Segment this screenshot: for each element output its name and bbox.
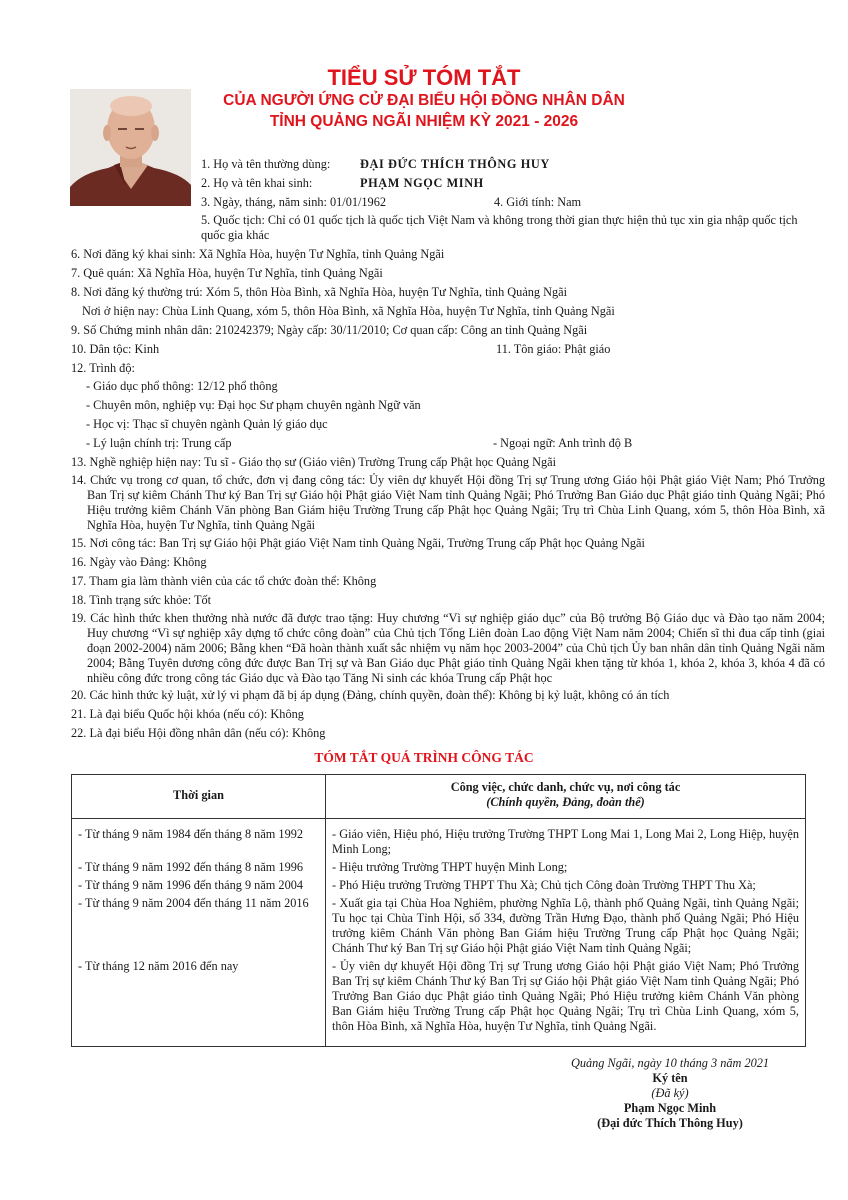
- title-line-1: TIỂU SỬ TÓM TẮT: [327, 65, 521, 90]
- signature-label: Ký tên: [652, 1071, 688, 1085]
- gender: 4. Giới tính: Nam: [494, 195, 582, 209]
- signature-signed-note: (Đã ký): [651, 1086, 689, 1100]
- nationality: 5. Quốc tịch: Chỉ có 01 quốc tịch là quốc tịch Việt Nam và không trong thời gian thực hiện thủ tục xin gia nhập quốc tịch quốc gia khác: [201, 213, 798, 242]
- current-positions: 14. Chức vụ trong cơ quan, tổ chức, đơn vị đang công tác: Ủy viên dự khuyết Hội đồng Trị sự Trung ương Giáo hội Phật giáo Việt Nam; Phó Trưởng Ban Trị sự kiêm Chánh Thư ký Ban Trị sự Giáo hội Phật giáo Việt Nam tỉnh Quảng Ngãi; Phó Trưởng Ban Giáo dục Phật giáo tỉnh Quảng Ngãi; Phó Hiệu trưởng kiêm Chánh Văn phòng Ban Giám hiệu Trường Trung cấp Phật học Quảng Ngãi; Trụ trì Chùa Linh Quang, xóm 5, thôn Hòa Bình, xã Nghĩa Hòa, huyện Tư Nghĩa, tỉnh Quảng Ngãi: [71, 473, 825, 532]
- row-time: - Từ tháng 12 năm 2016 đến nay: [72, 959, 326, 1047]
- column-header-work-sublabel: (Chính quyền, Đảng, đoàn thể): [486, 795, 645, 809]
- table-row: [72, 878, 806, 896]
- education-language: - Ngoại ngữ: Anh trình độ B: [493, 436, 633, 450]
- portrait-photo: [70, 89, 191, 206]
- name-common-label: 1. Họ và tên thường dùng:: [201, 157, 331, 171]
- ethnicity: 10. Dân tộc: Kinh: [71, 342, 160, 356]
- party-membership: 16. Ngày vào Đảng: Không: [71, 555, 207, 569]
- table-row: [72, 896, 806, 959]
- education-politics: - Lý luận chính trị: Trung cấp: [86, 436, 232, 450]
- religion: 11. Tôn giáo: Phật giáo: [496, 342, 611, 356]
- workplace: 15. Nơi công tác: Ban Trị sự Giáo hội Phật giáo Việt Nam tỉnh Quảng Ngãi, Trường Trung cấp Phật học Quảng Ngãi: [71, 536, 645, 550]
- peoples-council-delegate: 22. Là đại biểu Hội đồng nhân dân (nếu có): Không: [71, 726, 326, 740]
- row-work: - Xuất gia tại Chùa Hoa Nghiêm, phường Nghĩa Lộ, thành phố Quảng Ngãi, tỉnh Quảng Ngãi; Tu học tại Chùa Tỉnh Hội, số 334, đường Trần Hưng Đạo, thành phố Quảng Ngãi; Phó Hiệu trưởng kiêm Chánh Văn phòng Ban Giám hiệu Trường Trung cấp Phật học Quảng Ngãi; Chánh Thư ký Ban Trị sự Giáo hội Phật giáo Việt Nam tỉnh Quảng Ngãi;: [326, 896, 806, 959]
- signature-alias: (Đại đức Thích Thông Huy): [597, 1116, 743, 1130]
- birth-registration: 6. Nơi đăng ký khai sinh: Xã Nghĩa Hòa, huyện Tư Nghĩa, tỉnh Quảng Ngãi: [71, 247, 445, 261]
- education-general: - Giáo dục phổ thông: 12/12 phổ thông: [86, 379, 278, 393]
- row-work: - Hiệu trưởng Trường THPT huyện Minh Long;: [326, 860, 806, 878]
- signature-place-date: Quảng Ngãi, ngày 10 tháng 3 năm 2021: [570, 1056, 770, 1070]
- name-birth-value: PHẠM NGỌC MINH: [360, 176, 484, 190]
- organizations: 17. Tham gia làm thành viên của các tổ chức đoàn thể: Không: [71, 574, 377, 588]
- education-title: 12. Trình độ:: [71, 361, 135, 375]
- name-common-value: ĐẠI ĐỨC THÍCH THÔNG HUY: [360, 157, 550, 171]
- row-time: - Từ tháng 9 năm 1984 đến tháng 8 năm 1992: [72, 819, 326, 861]
- hometown: 7. Quê quán: Xã Nghĩa Hòa, huyện Tư Nghĩa, tỉnh Quảng Ngãi: [71, 266, 383, 280]
- title-line-3: TỈNH QUẢNG NGÃI NHIỆM KỲ 2021 - 2026: [269, 113, 579, 130]
- education-specialty: - Chuyên môn, nghiệp vụ: Đại học Sư phạm chuyên ngành Ngữ văn: [86, 398, 421, 412]
- row-time: - Từ tháng 9 năm 1992 đến tháng 8 năm 1996: [72, 860, 326, 878]
- health-status: 18. Tình trạng sức khỏe: Tốt: [71, 593, 212, 607]
- row-time: - Từ tháng 9 năm 1996 đến tháng 9 năm 2004: [72, 878, 326, 896]
- id-card: 9. Số Chứng minh nhân dân: 210242379; Ngày cấp: 30/11/2010; Cơ quan cấp: Công an tỉnh Quảng Ngãi: [71, 323, 588, 337]
- education-degree: - Học vị: Thạc sĩ chuyên ngành Quản lý giáo dục: [86, 417, 328, 431]
- title-line-2: CỦA NGƯỜI ỨNG CỬ ĐẠI BIỂU HỘI ĐỒNG NHÂN DÂN: [223, 92, 625, 109]
- table-row: [72, 959, 806, 1047]
- column-header-time-label: Thời gian: [173, 787, 224, 802]
- row-work: - Phó Hiệu trưởng Trường THPT Thu Xà; Chủ tịch Công đoàn Trường THPT Thu Xà;: [326, 878, 806, 896]
- table-header-row: [72, 775, 806, 819]
- occupation: 13. Nghề nghiệp hiện nay: Tu sĩ - Giáo thọ sư (Giáo viên) Trường Trung cấp Phật học Quảng Ngãi: [71, 455, 557, 469]
- discipline: 20. Các hình thức kỷ luật, xử lý vi phạm đã bị áp dụng (Đảng, chính quyền, đoàn thể): Không bị kỷ luật, không có án tích: [71, 688, 670, 702]
- work-history-title: TÓM TẮT QUÁ TRÌNH CÔNG TÁC: [314, 750, 534, 765]
- permanent-residence: 8. Nơi đăng ký thường trú: Xóm 5, thôn Hòa Bình, xã Nghĩa Hòa, huyện Tư Nghĩa, tỉnh Quảng Ngãi: [71, 285, 568, 299]
- column-header-work-label: Công việc, chức danh, chức vụ, nơi công tác: [450, 780, 681, 794]
- table-row: [72, 819, 806, 861]
- current-residence: Nơi ở hiện nay: Chùa Linh Quang, xóm 5, thôn Hòa Bình, xã Nghĩa Hòa, huyện Tư Nghĩa, tỉnh Quảng Ngãi: [82, 304, 615, 318]
- row-work: - Giáo viên, Hiệu phó, Hiệu trưởng Trường THPT Long Mai 1, Long Mai 2, Long Hiệp, huyện Minh Long;: [326, 819, 806, 861]
- name-birth-label: 2. Họ và tên khai sinh:: [201, 176, 313, 190]
- row-time: - Từ tháng 9 năm 2004 đến tháng 11 năm 2016: [72, 896, 326, 959]
- awards: 19. Các hình thức khen thưởng nhà nước đã được trao tặng: Huy chương “Vì sự nghiệp giáo dục” của Bộ trưởng Bộ Giáo dục và Đào tạo năm 2004; Huy chương “Vì sự nghiệp xây dựng tổ chức công đoàn” của Chủ tịch Tổng Liên đoàn Lao động Việt Nam năm 2004; Chiến sĩ thi đua cấp tỉnh (giai đoạn 2002-2004) năm 2006; Bằng khen “Đã hoàn thành xuất sắc nhiệm vụ năm học 2003-2004” của Chủ tịch Ủy ban nhân dân tỉnh Quảng Ngãi năm 2004; Bằng Tuyên dương công đức được Ban Trị sự và Ban Giáo dục Phật giáo tỉnh Quảng Ngãi khen tặng từ khóa 1, khóa 2, khóa 3, khóa 4 đã có nhiều công đức trong công tác Giáo dục và Đào tạo Tăng Ni sinh các khóa Trung cấp Phật học: [71, 611, 825, 685]
- date-of-birth: 3. Ngày, tháng, năm sinh: 01/01/1962: [201, 195, 387, 209]
- column-header-work: [326, 775, 806, 819]
- table-row: [72, 860, 806, 878]
- row-work: - Ủy viên dự khuyết Hội đồng Trị sự Trung ương Giáo hội Phật giáo Việt Nam; Phó Trưởng Ban Trị sự kiêm Chánh Thư ký Ban Trị sự Giáo hội Phật giáo Việt Nam tỉnh Quảng Ngãi; Phó Trưởng Ban Giáo dục Phật giáo tỉnh Quảng Ngãi; Phó Hiệu trưởng kiêm Chánh Văn phòng Ban Giám hiệu Trường Trung cấp Phật học Quảng Ngãi; Trụ trì Chùa Linh Quang, xóm 5, thôn Hòa Bình, xã Nghĩa Hòa, huyện Tư Nghĩa, tỉnh Quảng Ngãi.: [326, 959, 806, 1047]
- national-assembly-delegate: 21. Là đại biểu Quốc hội khóa (nếu có): Không: [71, 707, 304, 721]
- work-history-table: [71, 774, 806, 1047]
- column-header-time: [72, 775, 326, 819]
- signature-name: Phạm Ngọc Minh: [623, 1101, 717, 1115]
